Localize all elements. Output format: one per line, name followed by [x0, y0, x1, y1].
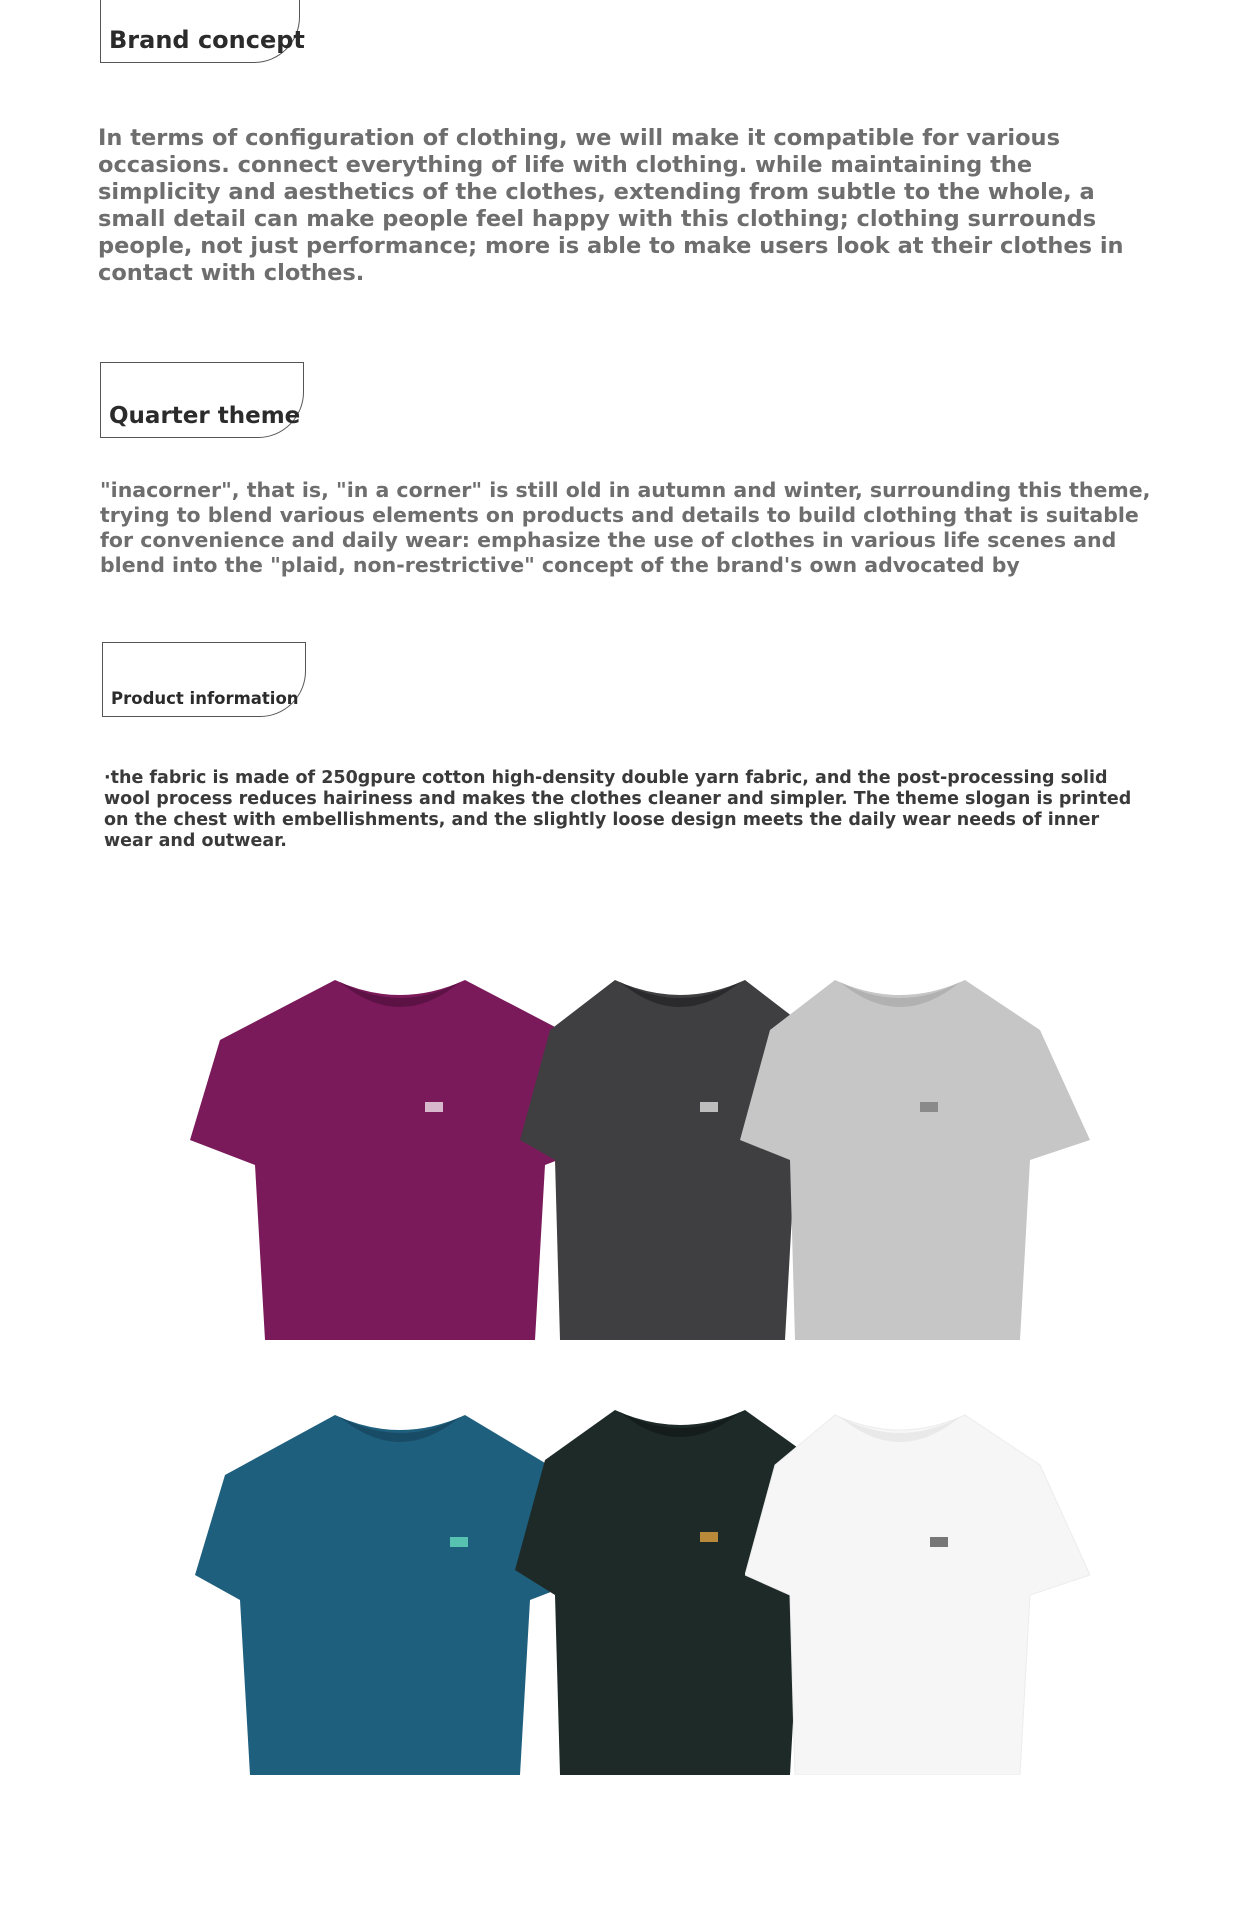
brand-concept-title: Brand concept: [109, 26, 305, 54]
quarter-theme-title: Quarter theme: [109, 403, 301, 429]
brand-concept-heading-box: [100, 0, 305, 63]
product-information-heading-box: [102, 642, 306, 717]
quarter-theme-text: "inacorner", that is, "in a corner" is still old in autumn and winter, surrounding this theme, trying to blend various elements on products and details to build clothing that is suitable for convenience and daily wear: emphasize the use of clothes in various life scenes and blend into the "plaid, non-restrictive" concept of the brand's own advocated by: [100, 478, 1151, 577]
product-information-title: Product information: [111, 689, 299, 708]
quarter-theme-heading-box: [100, 362, 304, 438]
product-information-text: ·the fabric is made of 250gpure cotton high-density double yarn fabric, and the post-processing solid wool process reduces hairiness and makes the clothes cleaner and simpler. The theme slogan is printed on the chest with embellishments, and the slightly loose design meets the daily wear needs of inner wear and outwear.: [104, 768, 1132, 851]
brand-concept-text: In terms of configuration of clothing, we will make it compatible for various occasions. connect everything of life with clothing. while maintaining the simplicity and aesthetics of the clothes, extending from subtle to the whole, a small detail can make people feel happy with this clothing; clothing surrounds people, not just performance; more is able to make users look at their clothes in contact with clothes.: [98, 125, 1124, 286]
tshirt-heather-grey: [740, 970, 1090, 1340]
tshirt-white: [745, 1405, 1090, 1775]
